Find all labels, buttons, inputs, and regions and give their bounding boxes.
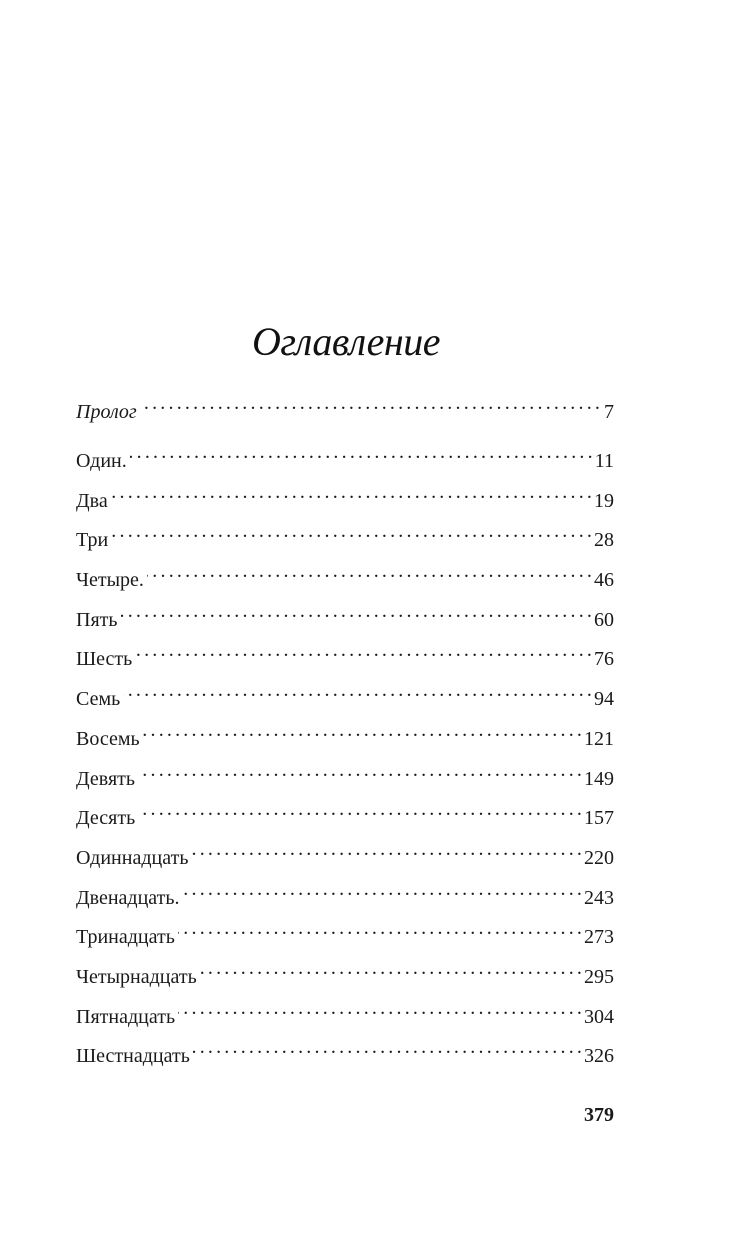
toc-entry-page: 46 [594, 569, 614, 592]
toc-entry-page: 295 [584, 965, 614, 988]
toc-entry-label: Девять [76, 767, 136, 790]
dot-leader [140, 388, 599, 418]
toc-entry-label: Шестнадцать [76, 1045, 190, 1068]
toc-entry-page: 121 [584, 727, 614, 750]
toc-entry [76, 477, 614, 517]
dot-leader [178, 913, 581, 943]
toc-entry-label: Пятнадцать [76, 1005, 176, 1028]
dot-leader [111, 516, 591, 546]
dot-leader [135, 635, 591, 665]
dot-leader [138, 794, 581, 824]
toc-list [76, 388, 614, 1072]
dot-leader [143, 715, 581, 745]
toc-entry-page: 243 [584, 886, 614, 909]
toc-entry [76, 874, 614, 914]
toc-entry [76, 834, 614, 874]
page-number: 379 [584, 1104, 614, 1126]
dot-leader [193, 1032, 581, 1062]
dot-leader [123, 675, 591, 705]
toc-entry-label: Двенадцать. [76, 886, 180, 909]
toc-entry-label: Один. [76, 450, 127, 472]
toc-entry-page: 7 [604, 401, 614, 423]
toc-title: Оглавление [251, 319, 441, 364]
toc-entry [76, 755, 614, 795]
toc-entry-page: 28 [594, 529, 614, 552]
toc-entry [76, 913, 614, 953]
dot-leader [183, 874, 581, 904]
toc-entry-label: Пять [76, 608, 118, 631]
toc-entry-page: 76 [594, 648, 614, 671]
toc-entry-page: 273 [584, 926, 614, 949]
dot-leader [111, 477, 591, 507]
toc-entry-page: 60 [594, 608, 614, 631]
toc-entry [76, 953, 614, 993]
dot-leader [147, 556, 591, 586]
toc-entry-label: Два [76, 489, 108, 512]
toc-entry-prologue [76, 388, 614, 437]
toc-entry-label: Четырнадцать [76, 965, 197, 988]
toc-entry-page: 220 [584, 846, 614, 869]
toc-entry-label: Три [76, 529, 109, 552]
toc-entry-page: 149 [584, 767, 614, 790]
toc-entry-label: Пролог [76, 401, 137, 423]
toc-entry [76, 635, 614, 675]
dot-leader [130, 437, 592, 467]
toc-entry-label: Семь [76, 688, 121, 711]
toc-entry [76, 516, 614, 556]
toc-entry [76, 437, 614, 477]
toc-entry-label: Шесть [76, 648, 133, 671]
toc-entry [76, 596, 614, 636]
dot-leader [191, 834, 581, 864]
toc-entry-label: Одиннадцать [76, 846, 189, 869]
toc-entry-page: 19 [594, 489, 614, 512]
toc-entry [76, 556, 614, 596]
toc-entry-page: 11 [594, 450, 614, 472]
dot-leader [200, 953, 581, 983]
toc-entry-page: 157 [584, 807, 614, 830]
dot-leader [138, 755, 581, 785]
toc-entry [76, 675, 614, 715]
toc-entry-label: Восемь [76, 727, 140, 750]
toc-entry [76, 993, 614, 1033]
toc-entry [76, 1032, 614, 1072]
toc-entry [76, 794, 614, 834]
toc-entry-page: 94 [594, 688, 614, 711]
toc-entry-page: 326 [584, 1045, 614, 1068]
toc-entry-label: Тринадцать [76, 926, 175, 949]
toc-entry [76, 715, 614, 755]
toc-entry-label: Десять [76, 807, 136, 830]
toc-entry-label: Четыре. [76, 569, 144, 592]
toc-entry-page: 304 [584, 1005, 614, 1028]
dot-leader [178, 993, 581, 1023]
dot-leader [121, 596, 591, 626]
